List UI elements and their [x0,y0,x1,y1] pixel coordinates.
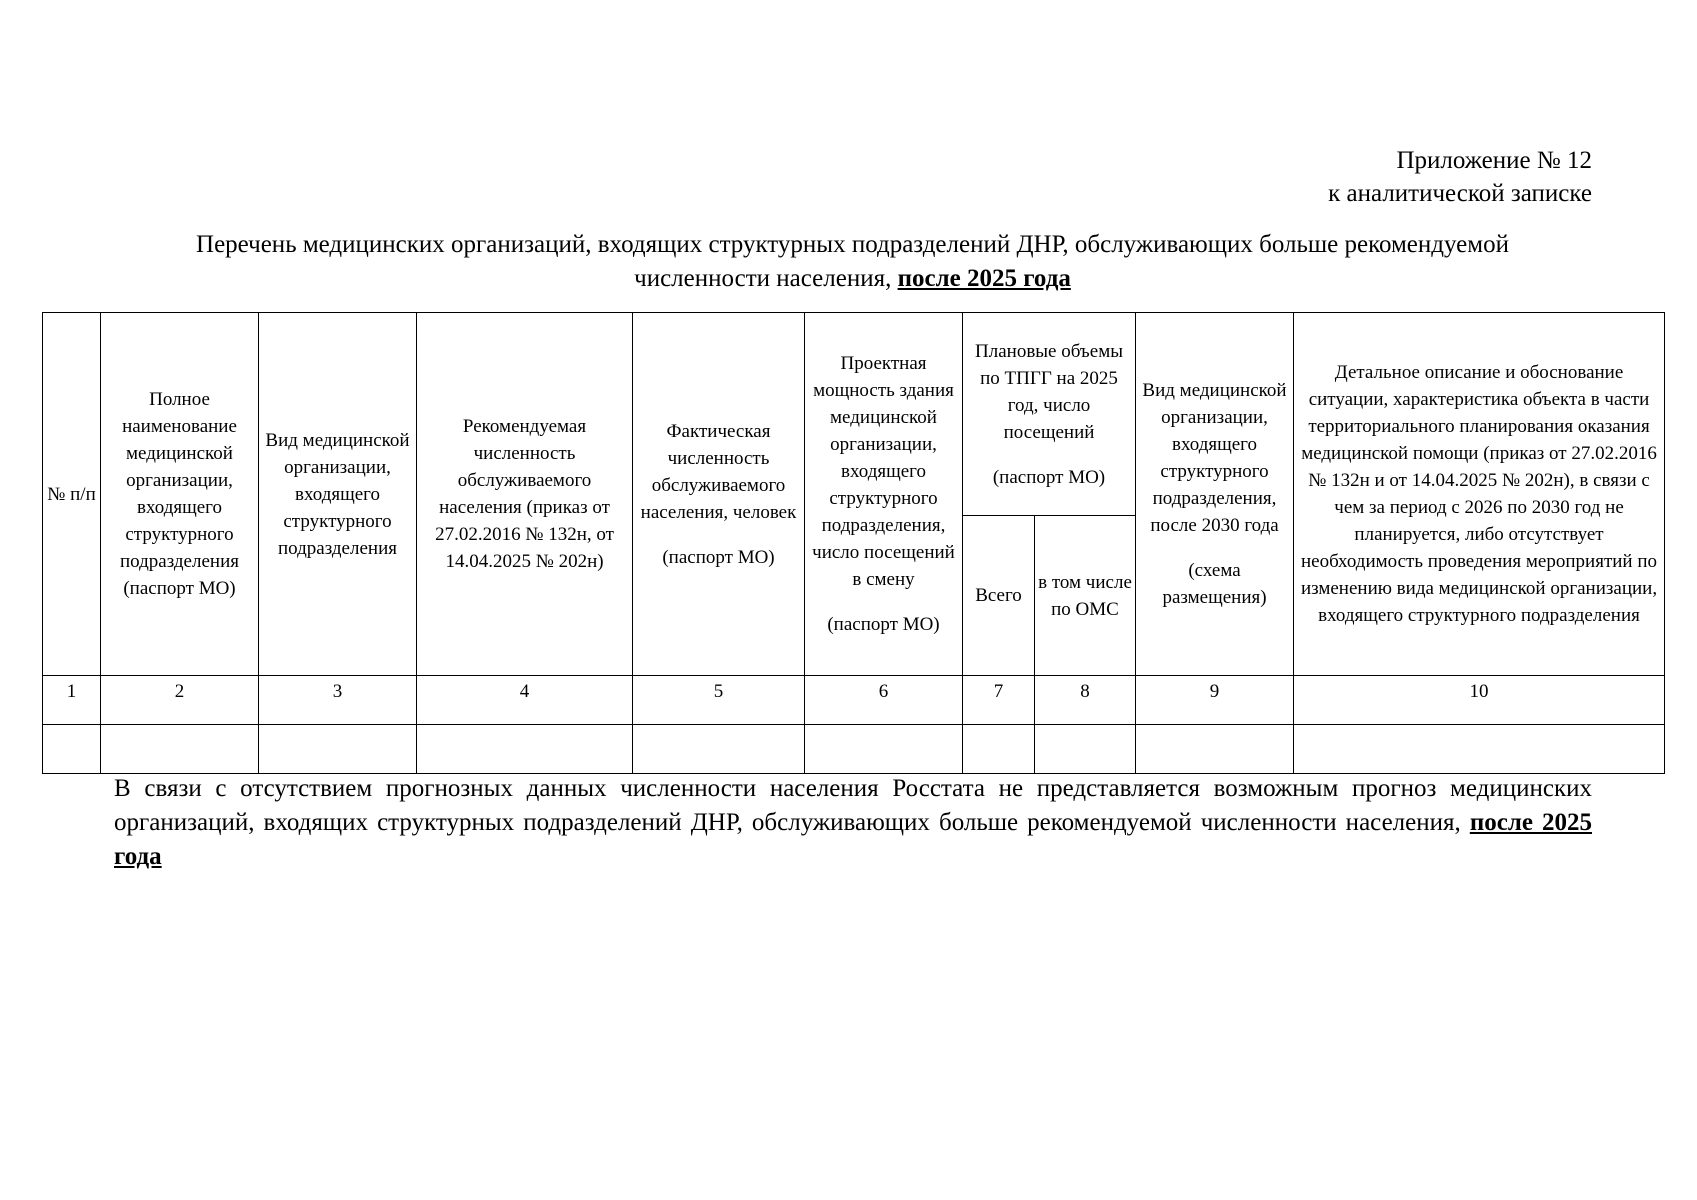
column-number: 4 [417,676,633,725]
explanatory-note [114,772,1592,874]
header-cell-org-name: Полное наименование медицинской организации, входящего структурного подразделения (паспорт МО) [101,313,259,676]
table-cell [633,725,805,774]
column-number: 2 [101,676,259,725]
note-text: В связи с отсутствием прогнозных данных численности населения Росстата не представляется возможным прогноз медицинских организаций, входящих структурных подразделений ДНР, обслуживающих больше рекомендуемой численности населения, [114,775,1592,836]
header-cell-oms: в том числе по ОМС [1035,516,1136,676]
header-source-planned-volumes: (паспорт МО) [992,466,1106,488]
header-row [43,313,1665,516]
header-source-actual-population: (паспорт МО) [662,546,775,568]
column-number: 7 [963,676,1035,725]
table-cell [1136,725,1294,774]
header-cell-design-capacity [805,313,963,676]
header-cell-recommended-population: Рекомендуемая численность обслуживаемого населения (приказ от 27.02.2016 № 132н, от 14.04.2025 № 202н) [417,313,633,676]
table-row [43,725,1665,774]
table-cell [963,725,1035,774]
title-emphasis: после 2025 года [897,265,1071,292]
header-cell-org-type: Вид медицинской организации, входящего структурного подразделения [259,313,417,676]
header-text-planned-volumes: Плановые объемы по ТПГГ на 2025 год, число посещений [975,340,1123,443]
column-number: 3 [259,676,417,725]
column-number: 1 [43,676,101,725]
table-cell [101,725,259,774]
appendix-header [1328,144,1592,210]
column-number: 6 [805,676,963,725]
header-cell-total: Всего [963,516,1035,676]
header-source-org-type-2030: (схема размещения) [1162,560,1267,608]
column-number: 5 [633,676,805,725]
organizations-table [42,312,1665,774]
table-cell [43,725,101,774]
table-cell [805,725,963,774]
column-number: 8 [1035,676,1136,725]
header-cell-planned-volumes [963,313,1136,516]
header-cell-description: Детальное описание и обоснование ситуации, характеристика объекта в части территориального планирования оказания медицинской помощи (приказ от 27.02.2016 № 132н и от 14.04.2025 № 202н), в связи с чем за период с 2026 по 2030 год не планируется, либо отсутствует необходимость проведения мероприятий по изменению вида медицинской организации, входящего структурного подразделения [1294,313,1665,676]
document-title [155,228,1550,296]
header-cell-number: № п/п [43,313,101,676]
note-emphasis: после 2025 года [114,809,1593,870]
header-text-actual-population: Фактическая численность обслуживаемого населения, человек [640,420,797,523]
header-cell-org-type-2030 [1136,313,1294,676]
header-source-design-capacity: (паспорт МО) [827,614,940,635]
header-text-org-type-2030: Вид медицинской организации, входящего структурного подразделения, после 2030 года [1142,380,1287,536]
header-text-design-capacity: Проектная мощность здания медицинской организации, входящего структурного подразделения, число посещений в смену [812,353,955,590]
header-cell-actual-population [633,313,805,676]
appendix-subtitle: к аналитической записке [1328,180,1592,207]
table-cell [1035,725,1136,774]
title-text: Перечень медицинских организаций, входящих структурных подразделений ДНР, обслуживающих больше рекомендуемой численности населения, [196,231,1509,292]
table-cell [1294,725,1665,774]
appendix-number: Приложение № 12 [1396,147,1592,174]
column-number-row [43,676,1665,725]
table-cell [259,725,417,774]
column-number: 10 [1294,676,1665,725]
column-number: 9 [1136,676,1294,725]
table-cell [417,725,633,774]
